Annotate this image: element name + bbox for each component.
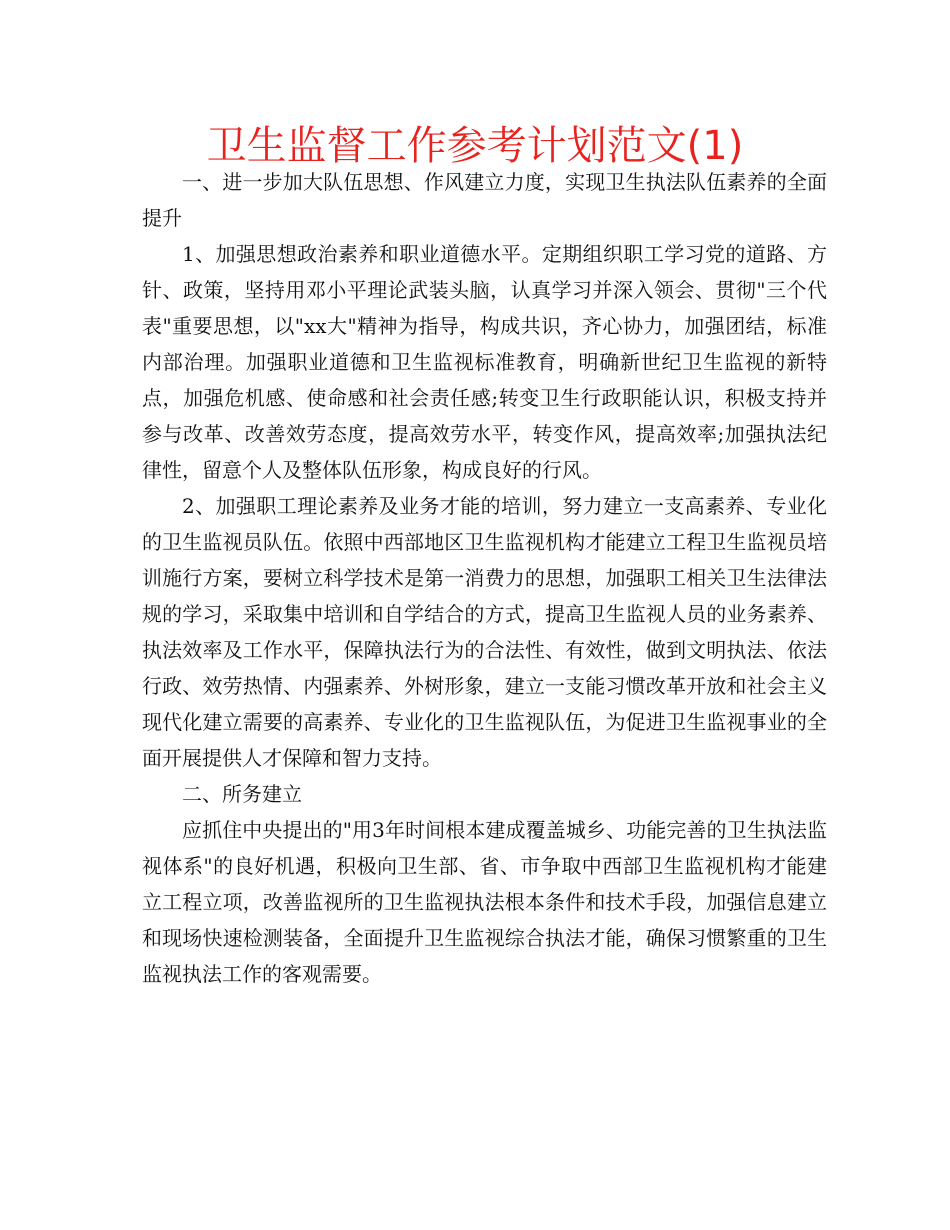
paragraph-section-two-body: 应抓住中央提出的"用3年时间根本建成覆盖城乡、功能完善的卫生执法监视体系"的良好机遇，积极向卫生部、省、市争取中西部卫生监视机构才能建立工程立项，改善监视所的卫生监视执法根本条件和技术手段，加强信息建立和现场快速检测装备，全面提升卫生监视综合执法才能，确保习惯繁重的卫生监视执法工作的客观需要。 — [142, 818, 827, 986]
document-title: 卫生监督工作参考计划范文(1) — [206, 123, 744, 169]
paragraph-item-two: 2、加强职工理论素养及业务才能的培训，努力建立一支高素养、专业化的卫生监视员队伍。依照中西部地区卫生监视机构才能建立工程卫生监视员培训施行方案，要树立科学技术是第一消费力的思想，加强职工相关卫生法律法规的学习，采取集中培训和自学结合的方式，提高卫生监视人员的业务素养、执法效率及工作水平，保障执法行为的合法性、有效性，做到文明执法、依法行政、效劳热情、内强素养、外树形象，建立一支能习惯改革开放和社会主义现代化建立需要的高素养、专业化的卫生监视队伍，为促进卫生监视事业的全面开展提供人才保障和智力支持。 — [142, 494, 827, 770]
paragraph-section-two-heading: 二、所务建立 — [182, 782, 302, 806]
paragraph-section-one-heading: 一、进一步加大队伍思想、作风建立力度，实现卫生执法队伍素养的全面提升 — [142, 170, 827, 230]
paragraph-item-one: 1、加强思想政治素养和职业道德水平。定期组织职工学习党的道路、方针、政策，坚持用邓小平理论武装头脑，认真学习并深入领会、贯彻"三个代表"重要思想，以"xx大"精神为指导，构成共识，齐心协力，加强团结，标准内部治理。加强职业道德和卫生监视标准教育，明确新世纪卫生监视的新特点，加强危机感、使命感和社会责任感;转变卫生行政职能认识，积极支持并参与改革、改善效劳态度，提高效劳水平，转变作风，提高效率;加强执法纪律性，留意个人及整体队伍形象，构成良好的行风。 — [142, 242, 827, 482]
document-body — [142, 164, 827, 992]
